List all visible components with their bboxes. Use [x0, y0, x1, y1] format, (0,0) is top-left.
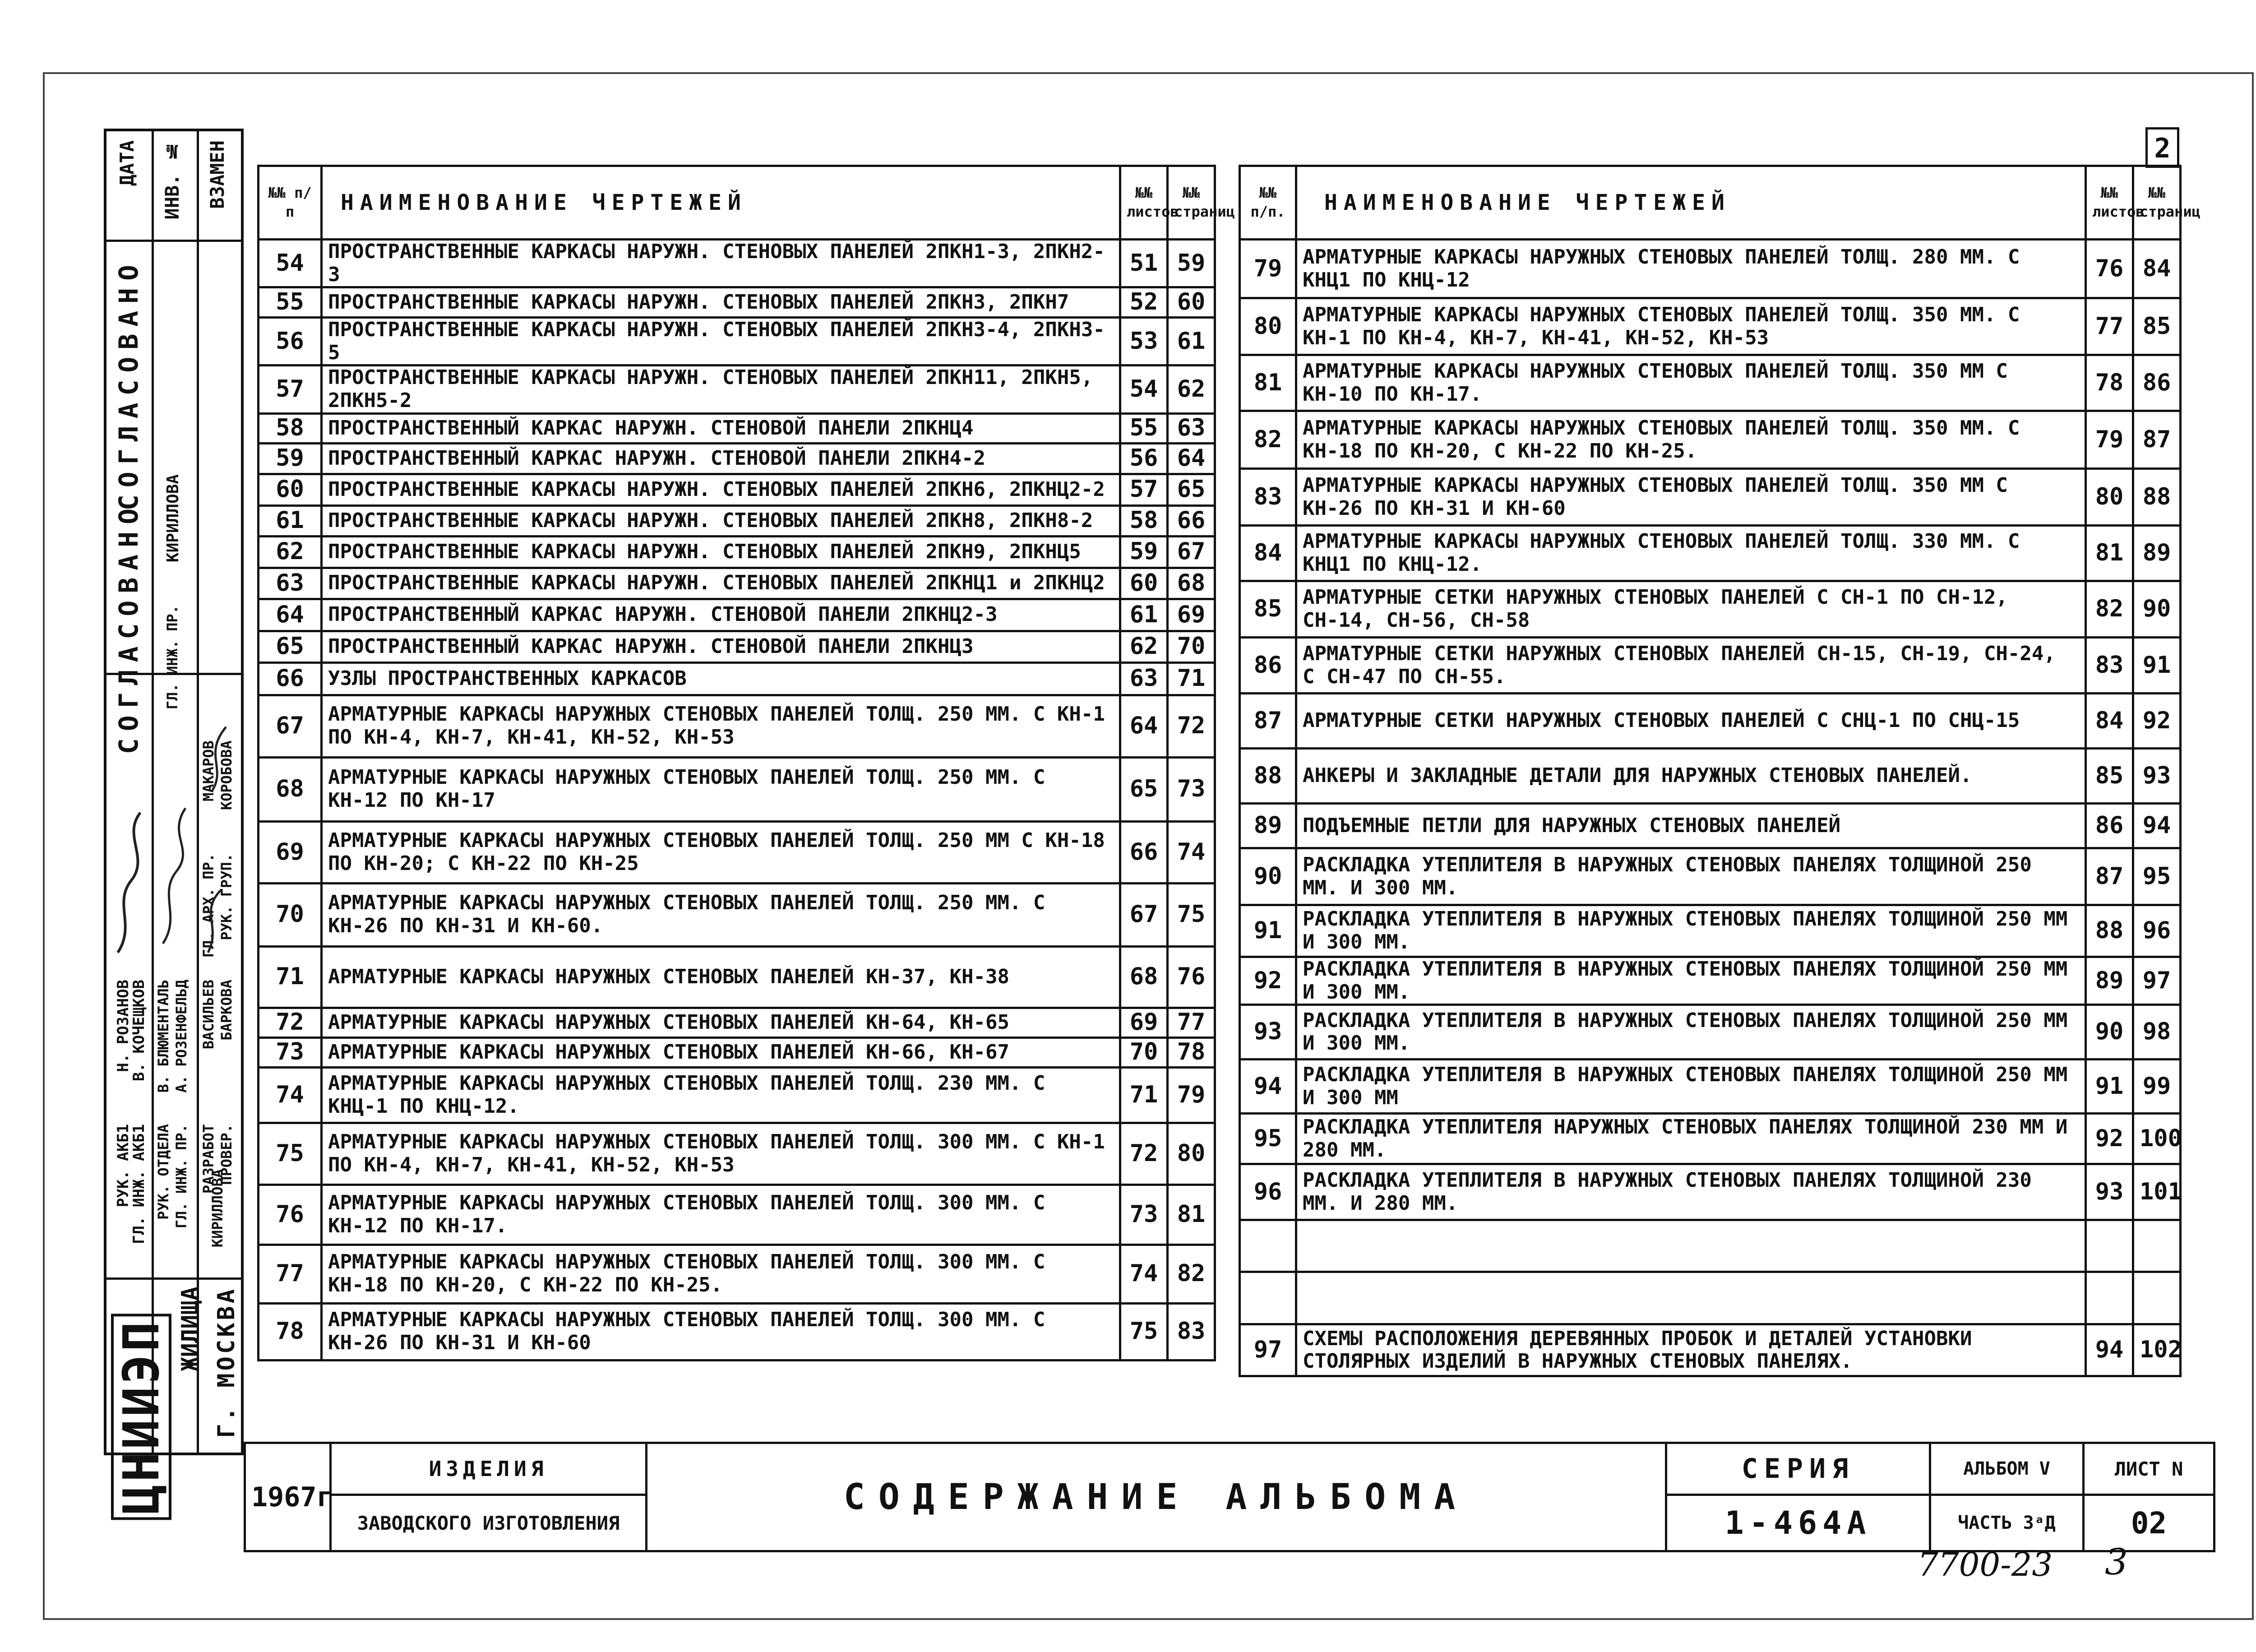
table-row: [1240, 957, 2181, 1005]
row-sheet-number: 76: [2086, 240, 2133, 298]
row-number: 89: [1240, 804, 1296, 848]
title-sheet-value: 02: [2084, 1495, 2214, 1551]
row-drawing-name: ПРОСТРАНСТВЕННЫЕ КАРКАСЫ НАРУЖН. СТЕНОВЫХ ПАНЕЛЕЙ 2ПКН1-3, 2ПКН2-3: [322, 240, 1120, 287]
table-row: [259, 631, 1215, 662]
row-sheet-number: 78: [2086, 355, 2133, 411]
table-header-row: [259, 166, 1215, 240]
stamp-role: ПРОВЕР.: [218, 1124, 235, 1185]
row-drawing-name: ПРОСТРАНСТВЕННЫЙ КАРКАС НАРУЖН. СТЕНОВОЙ ПАНЕЛИ 2ПКН4-2: [322, 443, 1120, 474]
row-drawing-name: АРМАТУРНЫЕ КАРКАСЫ НАРУЖНЫХ СТЕНОВЫХ ПАНЕЛЕЙ ТОЛЩ. 300 ММ. С КН-1 ПО КН-4, КН-7, КН-41, КН-52, КН-53: [322, 1123, 1120, 1185]
table-row: [259, 443, 1215, 474]
row-number: 96: [1240, 1164, 1296, 1220]
row-page-number: 66: [1168, 505, 1215, 536]
table-row: [1240, 526, 2181, 581]
row-sheet-number: 65: [1120, 757, 1168, 821]
row-drawing-name: АРМАТУРНЫЕ КАРКАСЫ НАРУЖНЫХ СТЕНОВЫХ ПАНЕЛЕЙ ТОЛЩ. 280 ММ. С КНЦ1 ПО КНЦ-12: [1296, 240, 2086, 298]
table-row: [259, 536, 1215, 568]
stamp-name: БАРКОВА: [218, 980, 235, 1041]
row-page-number: 68: [1168, 568, 1215, 599]
title-series-value: 1-464А: [1666, 1495, 1930, 1551]
table-row: [1240, 240, 2181, 298]
row-sheet-number: 69: [1120, 1008, 1168, 1037]
row-number: 70: [259, 883, 322, 946]
row-page-number: 67: [1168, 536, 1215, 568]
row-sheet-number: 62: [1120, 631, 1168, 662]
table-row: [1240, 298, 2181, 355]
row-drawing-name: ПРОСТРАНСТВЕННЫЕ КАРКАСЫ НАРУЖН. СТЕНОВЫХ ПАНЕЛЕЙ 2ПКН8, 2ПКН8-2: [322, 505, 1120, 536]
col-header-number: №№ п/п: [259, 166, 322, 240]
row-sheet-number: 53: [1120, 318, 1168, 366]
row-sheet-number: 77: [2086, 298, 2133, 355]
row-drawing-name: ПРОСТРАНСТВЕННЫЙ КАРКАС НАРУЖН. СТЕНОВОЙ ПАНЕЛИ 2ПКНЦ3: [322, 631, 1120, 662]
row-sheet-number: 51: [1120, 240, 1168, 287]
row-sheet-number: 63: [1120, 662, 1168, 695]
row-sheet-number: 56: [1120, 443, 1168, 474]
row-number: 77: [259, 1245, 322, 1303]
table-row: [259, 413, 1215, 443]
row-number: 54: [259, 240, 322, 287]
row-drawing-name: ПРОСТРАНСТВЕННЫЕ КАРКАСЫ НАРУЖН. СТЕНОВЫХ ПАНЕЛЕЙ 2ПКН3-4, 2ПКН3-5: [322, 318, 1120, 366]
row-number: 67: [259, 695, 322, 757]
col-header-sheets: №№ листов: [1120, 166, 1168, 240]
row-page-number: 90: [2133, 581, 2181, 638]
row-sheet-number: 64: [1120, 695, 1168, 757]
table-row: [1240, 1114, 2181, 1164]
row-page-number: 97: [2133, 957, 2181, 1005]
table-row: [259, 821, 1215, 883]
stamp-inv-label: ИНВ. №: [161, 140, 183, 220]
row-number: [1240, 1272, 1296, 1324]
row-number: 75: [259, 1123, 322, 1185]
table-row: [259, 318, 1215, 366]
org-subtitle: ЖИЛИЩА: [177, 1286, 204, 1371]
row-drawing-name: АРМАТУРНЫЕ КАРКАСЫ НАРУЖНЫХ СТЕНОВЫХ ПАНЕЛЕЙ ТОЛЩ. 300 ММ. С КН-12 ПО КН-17.: [322, 1185, 1120, 1245]
row-drawing-name: РАСКЛАДКА УТЕПЛИТЕЛЯ В НАРУЖНЫХ СТЕНОВЫХ ПАНЕЛЯХ ТОЛЩИНОЙ 230 ММ. И 280 ММ.: [1296, 1164, 2086, 1220]
row-drawing-name: ПРОСТРАНСТВЕННЫЕ КАРКАСЫ НАРУЖН. СТЕНОВЫХ ПАНЕЛЕЙ 2ПКН6, 2ПКНЦ2-2: [322, 474, 1120, 505]
table-row: [259, 1303, 1215, 1360]
table-row: [1240, 581, 2181, 638]
table-row: [1240, 638, 2181, 694]
row-sheet-number: 60: [1120, 568, 1168, 599]
row-number: 80: [1240, 298, 1296, 355]
footer-code: 7700-23: [1918, 1546, 2053, 1583]
row-page-number: 64: [1168, 443, 1215, 474]
row-number: 58: [259, 413, 322, 443]
row-page-number: 83: [1168, 1303, 1215, 1360]
row-sheet-number: 89: [2086, 957, 2133, 1005]
row-number: 68: [259, 757, 322, 821]
row-drawing-name: [1296, 1220, 2086, 1272]
stamp-name: В. БЛЮМЕНТАЛЬ: [155, 980, 172, 1093]
row-number: 55: [259, 287, 322, 318]
row-page-number: 76: [1168, 946, 1215, 1008]
row-drawing-name: ПРОСТРАНСТВЕННЫЙ КАРКАС НАРУЖН. СТЕНОВОЙ ПАНЕЛИ 2ПКНЦ4: [322, 413, 1120, 443]
row-sheet-number: 70: [1120, 1037, 1168, 1067]
col-header-pages: №№ страниц: [1168, 166, 1215, 240]
org-logo: ЦНИИЭП: [111, 1314, 171, 1520]
row-drawing-name: ПРОСТРАНСТВЕННЫЕ КАРКАСЫ НАРУЖН. СТЕНОВЫХ ПАНЕЛЕЙ 2ПКН9, 2ПКНЦ5: [322, 536, 1120, 568]
row-number: 63: [259, 568, 322, 599]
title-product-line2: ЗАВОДСКОГО ИЗГОТОВЛЕНИЯ: [331, 1495, 647, 1551]
stamp-role: ГЛ. АРХ. ПР.: [200, 853, 217, 958]
title-sheet-label: ЛИСТ N: [2084, 1443, 2214, 1495]
row-drawing-name: ПОДЪЕМНЫЕ ПЕТЛИ ДЛЯ НАРУЖНЫХ СТЕНОВЫХ ПАНЕЛЕЙ: [1296, 804, 2086, 848]
table-row: [259, 505, 1215, 536]
table-row: [259, 1123, 1215, 1185]
row-drawing-name: АРМАТУРНЫЕ КАРКАСЫ НАРУЖНЫХ СТЕНОВЫХ ПАНЕЛЕЙ ТОЛЩ. 250 ММ С КН-18 ПО КН-20; С КН-22 ПО КН-25: [322, 821, 1120, 883]
row-sheet-number: 90: [2086, 1005, 2133, 1060]
row-drawing-name: ПРОСТРАНСТВЕННЫЕ КАРКАСЫ НАРУЖН. СТЕНОВЫХ ПАНЕЛЕЙ 2ПКНЦ1 и 2ПКНЦ2: [322, 568, 1120, 599]
row-sheet-number: 88: [2086, 905, 2133, 957]
row-number: 87: [1240, 694, 1296, 749]
row-drawing-name: РАСКЛАДКА УТЕПЛИТЕЛЯ НАРУЖНЫХ СТЕНОВЫХ ПАНЕЛЯХ ТОЛЩИНОЙ 230 ММ И 280 ММ.: [1296, 1114, 2086, 1164]
title-series-label: СЕРИЯ: [1666, 1443, 1930, 1495]
row-number: 95: [1240, 1114, 1296, 1164]
row-drawing-name: АРМАТУРНЫЕ КАРКАСЫ НАРУЖНЫХ СТЕНОВЫХ ПАНЕЛЕЙ ТОЛЩ. 300 ММ. С КН-26 ПО КН-31 И КН-60: [322, 1303, 1120, 1360]
table-row: [1240, 1060, 2181, 1114]
row-sheet-number: 73: [1120, 1185, 1168, 1245]
table-row: [259, 1185, 1215, 1245]
row-page-number: 62: [1168, 366, 1215, 413]
row-page-number: 91: [2133, 638, 2181, 694]
stamp-role: ГЛ. ИНЖ. ПР.: [173, 1124, 190, 1229]
title-block: [244, 1442, 2215, 1552]
row-number: 69: [259, 821, 322, 883]
table-row: [1240, 804, 2181, 848]
row-drawing-name: АРМАТУРНЫЕ КАРКАСЫ НАРУЖНЫХ СТЕНОВЫХ ПАНЕЛЕЙ ТОЛЩ. 250 ММ. С КН-12 ПО КН-17: [322, 757, 1120, 821]
table-row: [259, 599, 1215, 631]
row-page-number: 99: [2133, 1060, 2181, 1114]
row-number: 81: [1240, 355, 1296, 411]
row-page-number: 89: [2133, 526, 2181, 581]
col-header-name: НАИМЕНОВАНИЕ ЧЕРТЕЖЕЙ: [1296, 166, 2086, 240]
row-number: 86: [1240, 638, 1296, 694]
stamp-name: Н. РОЗАНОВ: [114, 980, 132, 1072]
row-number: 79: [1240, 240, 1296, 298]
row-sheet-number: 85: [2086, 749, 2133, 804]
row-drawing-name: АРМАТУРНЫЕ КАРКАСЫ НАРУЖНЫХ СТЕНОВЫХ ПАНЕЛЕЙ ТОЛЩ. 350 ММ. С КН-18 ПО КН-20, С КН-22 ПО КН-25.: [1296, 411, 2086, 469]
stamp-agreed-name: КИРИЛЛОВА: [164, 474, 182, 563]
row-page-number: 102: [2133, 1324, 2181, 1376]
row-drawing-name: РАСКЛАДКА УТЕПЛИТЕЛЯ В НАРУЖНЫХ СТЕНОВЫХ ПАНЕЛЯХ ТОЛЩИНОЙ 250 ММ. И 300 ММ.: [1296, 848, 2086, 905]
row-sheet-number: 92: [2086, 1114, 2133, 1164]
row-page-number: 86: [2133, 355, 2181, 411]
row-page-number: 71: [1168, 662, 1215, 695]
row-drawing-name: ПРОСТРАНСТВЕННЫЕ КАРКАСЫ НАРУЖН. СТЕНОВЫХ ПАНЕЛЕЙ 2ПКН11, 2ПКН5, 2ПКН5-2: [322, 366, 1120, 413]
row-page-number: 75: [1168, 883, 1215, 946]
row-sheet-number: 86: [2086, 804, 2133, 848]
row-page-number: 100: [2133, 1114, 2181, 1164]
row-drawing-name: АРМАТУРНЫЕ СЕТКИ НАРУЖНЫХ СТЕНОВЫХ ПАНЕЛЕЙ С СНЦ-1 ПО СНЦ-15: [1296, 694, 2086, 749]
row-page-number: 85: [2133, 298, 2181, 355]
table-row: [1240, 1005, 2181, 1060]
org-city: Г. МОСКВА: [213, 1286, 240, 1438]
row-page-number: 88: [2133, 469, 2181, 526]
row-sheet-number: 61: [1120, 599, 1168, 631]
title-year: 1967г: [245, 1443, 331, 1551]
table-row: [1240, 1272, 2181, 1324]
row-number: 57: [259, 366, 322, 413]
row-sheet-number: [2086, 1220, 2133, 1272]
row-drawing-name: РАСКЛАДКА УТЕПЛИТЕЛЯ В НАРУЖНЫХ СТЕНОВЫХ ПАНЕЛЯХ ТОЛЩИНОЙ 250 ММ И 300 ММ.: [1296, 957, 2086, 1005]
stamp-role: РУК. АКБ1: [114, 1124, 132, 1208]
title-main: СОДЕРЖАНИЕ АЛЬБОМА: [647, 1443, 1666, 1551]
col-header-name: НАИМЕНОВАНИЕ ЧЕРТЕЖЕЙ: [322, 166, 1120, 240]
row-number: 56: [259, 318, 322, 366]
table-row: [1240, 411, 2181, 469]
stamp-date-label: ДАТА: [116, 140, 138, 186]
row-page-number: 80: [1168, 1123, 1215, 1185]
row-drawing-name: АРМАТУРНЫЕ КАРКАСЫ НАРУЖНЫХ СТЕНОВЫХ ПАНЕЛЕЙ ТОЛЩ. 250 ММ. С КН-26 ПО КН-31 И КН-60.: [322, 883, 1120, 946]
stamp-role: РАЗРАБОТ: [200, 1124, 217, 1194]
row-sheet-number: 68: [1120, 946, 1168, 1008]
table-row: [1240, 1220, 2181, 1272]
row-number: 73: [259, 1037, 322, 1067]
row-number: [1240, 1220, 1296, 1272]
row-sheet-number: 75: [1120, 1303, 1168, 1360]
col-header-number: №№ п/п.: [1240, 166, 1296, 240]
row-drawing-name: [1296, 1272, 2086, 1324]
table-row: [1240, 469, 2181, 526]
row-sheet-number: 66: [1120, 821, 1168, 883]
row-page-number: 84: [2133, 240, 2181, 298]
row-page-number: 93: [2133, 749, 2181, 804]
row-number: 78: [259, 1303, 322, 1360]
row-number: 93: [1240, 1005, 1296, 1060]
stamp-name: В. КОЧЕЩКОВ: [130, 980, 148, 1082]
row-sheet-number: 59: [1120, 536, 1168, 568]
row-sheet-number: 91: [2086, 1060, 2133, 1114]
row-page-number: 65: [1168, 474, 1215, 505]
table-row: [1240, 1164, 2181, 1220]
row-page-number: 92: [2133, 694, 2181, 749]
row-sheet-number: 82: [2086, 581, 2133, 638]
row-page-number: 98: [2133, 1005, 2181, 1060]
table-row: [259, 662, 1215, 695]
contents-table-left: [257, 165, 1235, 1361]
footer-page: 3: [2105, 1541, 2128, 1583]
stamp-vzamen-label: ВЗАМЕН: [206, 140, 228, 209]
row-sheet-number: 54: [1120, 366, 1168, 413]
table-row: [259, 695, 1215, 757]
row-sheet-number: 58: [1120, 505, 1168, 536]
table-row: [259, 883, 1215, 946]
row-page-number: 101: [2133, 1164, 2181, 1220]
row-page-number: 60: [1168, 287, 1215, 318]
stamp-divider: [106, 1277, 241, 1280]
table-row: [1240, 749, 2181, 804]
row-drawing-name: РАСКЛАДКА УТЕПЛИТЕЛЯ В НАРУЖНЫХ СТЕНОВЫХ ПАНЕЛЯХ ТОЛЩИНОЙ 250 ММ И 300 ММ.: [1296, 1005, 2086, 1060]
row-sheet-number: 93: [2086, 1164, 2133, 1220]
table-row: [1240, 694, 2181, 749]
stamp-role: РУК. ОТДЕЛА: [155, 1124, 172, 1220]
row-number: 94: [1240, 1060, 1296, 1114]
row-drawing-name: АРМАТУРНЫЕ СЕТКИ НАРУЖНЫХ СТЕНОВЫХ ПАНЕЛЕЙ СН-15, СН-19, СН-24, С СН-47 ПО СН-55.: [1296, 638, 2086, 694]
row-page-number: 63: [1168, 413, 1215, 443]
row-sheet-number: 72: [1120, 1123, 1168, 1185]
row-page-number: 59: [1168, 240, 1215, 287]
row-drawing-name: ПРОСТРАНСТВЕННЫЙ КАРКАС НАРУЖН. СТЕНОВОЙ ПАНЕЛИ 2ПКНЦ2-3: [322, 599, 1120, 631]
title-product-line1: ИЗДЕЛИЯ: [331, 1443, 647, 1495]
row-drawing-name: АРМАТУРНЫЕ КАРКАСЫ НАРУЖНЫХ СТЕНОВЫХ ПАНЕЛЕЙ ТОЛЩ. 350 ММ С КН-10 ПО КН-17.: [1296, 355, 2086, 411]
row-drawing-name: АРМАТУРНЫЕ СЕТКИ НАРУЖНЫХ СТЕНОВЫХ ПАНЕЛЕЙ С СН-1 ПО СН-12, СН-14, СН-56, СН-58: [1296, 581, 2086, 638]
sheet-number-box: [2145, 127, 2179, 168]
row-drawing-name: УЗЛЫ ПРОСТРАНСТВЕННЫХ КАРКАСОВ: [322, 662, 1120, 695]
row-drawing-name: АРМАТУРНЫЕ КАРКАСЫ НАРУЖНЫХ СТЕНОВЫХ ПАНЕЛЕЙ КН-37, КН-38: [322, 946, 1120, 1008]
row-drawing-name: АРМАТУРНЫЕ КАРКАСЫ НАРУЖНЫХ СТЕНОВЫХ ПАНЕЛЕЙ КН-66, КН-67: [322, 1037, 1120, 1067]
row-page-number: [2133, 1272, 2181, 1324]
row-sheet-number: 94: [2086, 1324, 2133, 1376]
row-drawing-name: АРМАТУРНЫЕ КАРКАСЫ НАРУЖНЫХ СТЕНОВЫХ ПАНЕЛЕЙ ТОЛЩ. 350 ММ С КН-26 ПО КН-31 И КН-60: [1296, 469, 2086, 526]
row-number: 62: [259, 536, 322, 568]
row-number: 59: [259, 443, 322, 474]
table-row: [1240, 1324, 2181, 1376]
row-drawing-name: ПРОСТРАНСТВЕННЫЕ КАРКАСЫ НАРУЖН. СТЕНОВЫХ ПАНЕЛЕЙ 2ПКН3, 2ПКН7: [322, 287, 1120, 318]
row-drawing-name: РАСКЛАДКА УТЕПЛИТЕЛЯ В НАРУЖНЫХ СТЕНОВЫХ ПАНЕЛЯХ ТОЛЩИНОЙ 250 ММ И 300 ММ.: [1296, 905, 2086, 957]
row-page-number: [2133, 1220, 2181, 1272]
row-sheet-number: 79: [2086, 411, 2133, 469]
stamp-divider: [106, 240, 241, 242]
row-number: 74: [259, 1067, 322, 1123]
row-number: 91: [1240, 905, 1296, 957]
table-row: [259, 568, 1215, 599]
stamp-name: А. РОЗЕНФЕЛЬД: [173, 980, 190, 1093]
row-page-number: 82: [1168, 1245, 1215, 1303]
row-sheet-number: 74: [1120, 1245, 1168, 1303]
row-number: 83: [1240, 469, 1296, 526]
row-page-number: 94: [2133, 804, 2181, 848]
row-drawing-name: РАСКЛАДКА УТЕПЛИТЕЛЯ В НАРУЖНЫХ СТЕНОВЫХ ПАНЕЛЯХ ТОЛЩИНОЙ 250 ММ И 300 ММ: [1296, 1060, 2086, 1114]
row-sheet-number: 67: [1120, 883, 1168, 946]
row-drawing-name: АНКЕРЫ И ЗАКЛАДНЫЕ ДЕТАЛИ ДЛЯ НАРУЖНЫХ СТЕНОВЫХ ПАНЕЛЕЙ.: [1296, 749, 2086, 804]
stamp-agreed-2: СОГЛАСОВАНО: [113, 501, 144, 754]
row-page-number: 96: [2133, 905, 2181, 957]
table-row: [259, 757, 1215, 821]
row-drawing-name: АРМАТУРНЫЕ КАРКАСЫ НАРУЖНЫХ СТЕНОВЫХ ПАНЕЛЕЙ ТОЛЩ. 350 ММ. С КН-1 ПО КН-4, КН-7, КН-41, КН-52, КН-53: [1296, 298, 2086, 355]
row-number: 60: [259, 474, 322, 505]
table-row: [259, 1037, 1215, 1067]
stamp-name: КИРИЛЛОВА: [209, 1169, 226, 1248]
row-number: 66: [259, 662, 322, 695]
row-number: 92: [1240, 957, 1296, 1005]
row-page-number: 74: [1168, 821, 1215, 883]
row-page-number: 70: [1168, 631, 1215, 662]
table-row: [259, 1245, 1215, 1303]
col-header-sheets: №№ листов: [2086, 166, 2133, 240]
row-sheet-number: 81: [2086, 526, 2133, 581]
table-row: [259, 366, 1215, 413]
row-number: 82: [1240, 411, 1296, 469]
row-number: 72: [259, 1008, 322, 1037]
row-sheet-number: 52: [1120, 287, 1168, 318]
row-sheet-number: 55: [1120, 413, 1168, 443]
row-page-number: 72: [1168, 695, 1215, 757]
row-number: 85: [1240, 581, 1296, 638]
row-number: 88: [1240, 749, 1296, 804]
row-sheet-number: 71: [1120, 1067, 1168, 1123]
row-sheet-number: 83: [2086, 638, 2133, 694]
row-drawing-name: СХЕМЫ РАСПОЛОЖЕНИЯ ДЕРЕВЯННЫХ ПРОБОК И ДЕТАЛЕЙ УСТАНОВКИ СТОЛЯРНЫХ ИЗДЕЛИЙ В НАРУЖНЫХ СТЕНОВЫХ ПАНЕЛЯХ.: [1296, 1324, 2086, 1376]
table-row: [1240, 905, 2181, 957]
row-page-number: 79: [1168, 1067, 1215, 1123]
row-page-number: 87: [2133, 411, 2181, 469]
row-drawing-name: АРМАТУРНЫЕ КАРКАСЫ НАРУЖНЫХ СТЕНОВЫХ ПАНЕЛЕЙ ТОЛЩ. 250 ММ. С КН-1 ПО КН-4, КН-7, КН-41, КН-52, КН-53: [322, 695, 1120, 757]
row-drawing-name: АРМАТУРНЫЕ КАРКАСЫ НАРУЖНЫХ СТЕНОВЫХ ПАНЕЛЕЙ ТОЛЩ. 300 ММ. С КН-18 ПО КН-20, С КН-22 ПО КН-25.: [322, 1245, 1120, 1303]
row-page-number: 73: [1168, 757, 1215, 821]
table-row: [259, 474, 1215, 505]
row-sheet-number: 80: [2086, 469, 2133, 526]
table-row: [1240, 355, 2181, 411]
approval-stamp: [104, 129, 244, 1515]
contents-table-right: [1239, 165, 2201, 1377]
stamp-role: РУК. ГРУП.: [218, 853, 235, 940]
row-page-number: 95: [2133, 848, 2181, 905]
row-sheet-number: [2086, 1272, 2133, 1324]
table-header-row: [1240, 166, 2181, 240]
row-number: 65: [259, 631, 322, 662]
stamp-name: МАКАРОВ: [200, 740, 217, 801]
stamp-name: ВАСИЛЬЕВ: [200, 980, 217, 1050]
col-header-pages: №№ страниц: [2133, 166, 2181, 240]
table-row: [259, 240, 1215, 287]
row-sheet-number: 57: [1120, 474, 1168, 505]
row-page-number: 78: [1168, 1037, 1215, 1067]
table-row: [259, 1008, 1215, 1037]
row-drawing-name: АРМАТУРНЫЕ КАРКАСЫ НАРУЖНЫХ СТЕНОВЫХ ПАНЕЛЕЙ ТОЛЩ. 330 ММ. С КНЦ1 ПО КНЦ-12.: [1296, 526, 2086, 581]
row-number: 61: [259, 505, 322, 536]
title-album-label: АЛЬБОМ V: [1930, 1443, 2084, 1495]
table-row: [1240, 848, 2181, 905]
title-part-label: ЧАСТЬ 3ᵃД: [1930, 1495, 2084, 1551]
row-page-number: 81: [1168, 1185, 1215, 1245]
table-row: [259, 946, 1215, 1008]
row-number: 90: [1240, 848, 1296, 905]
row-sheet-number: 87: [2086, 848, 2133, 905]
handwritten-signatures: [109, 700, 244, 971]
stamp-agreed-1: СОГЛАСОВАНО: [113, 258, 144, 511]
row-number: 76: [259, 1185, 322, 1245]
row-page-number: 61: [1168, 318, 1215, 366]
sheet-number: 2: [2154, 133, 2171, 164]
stamp-name: КОРОБОВА: [218, 740, 235, 810]
row-number: 71: [259, 946, 322, 1008]
row-drawing-name: АРМАТУРНЫЕ КАРКАСЫ НАРУЖНЫХ СТЕНОВЫХ ПАНЕЛЕЙ КН-64, КН-65: [322, 1008, 1120, 1037]
row-sheet-number: 84: [2086, 694, 2133, 749]
table-row: [259, 287, 1215, 318]
row-number: 97: [1240, 1324, 1296, 1376]
table-row: [259, 1067, 1215, 1123]
row-drawing-name: АРМАТУРНЫЕ КАРКАСЫ НАРУЖНЫХ СТЕНОВЫХ ПАНЕЛЕЙ ТОЛЩ. 230 ММ. С КНЦ-1 ПО КНЦ-12.: [322, 1067, 1120, 1123]
stamp-agreed-role: ГЛ. ИНЖ. ПР.: [164, 605, 181, 710]
stamp-role: ГЛ. ИНЖ. АКБ1: [130, 1124, 148, 1245]
row-page-number: 69: [1168, 599, 1215, 631]
row-page-number: 77: [1168, 1008, 1215, 1037]
row-number: 64: [259, 599, 322, 631]
row-number: 84: [1240, 526, 1296, 581]
